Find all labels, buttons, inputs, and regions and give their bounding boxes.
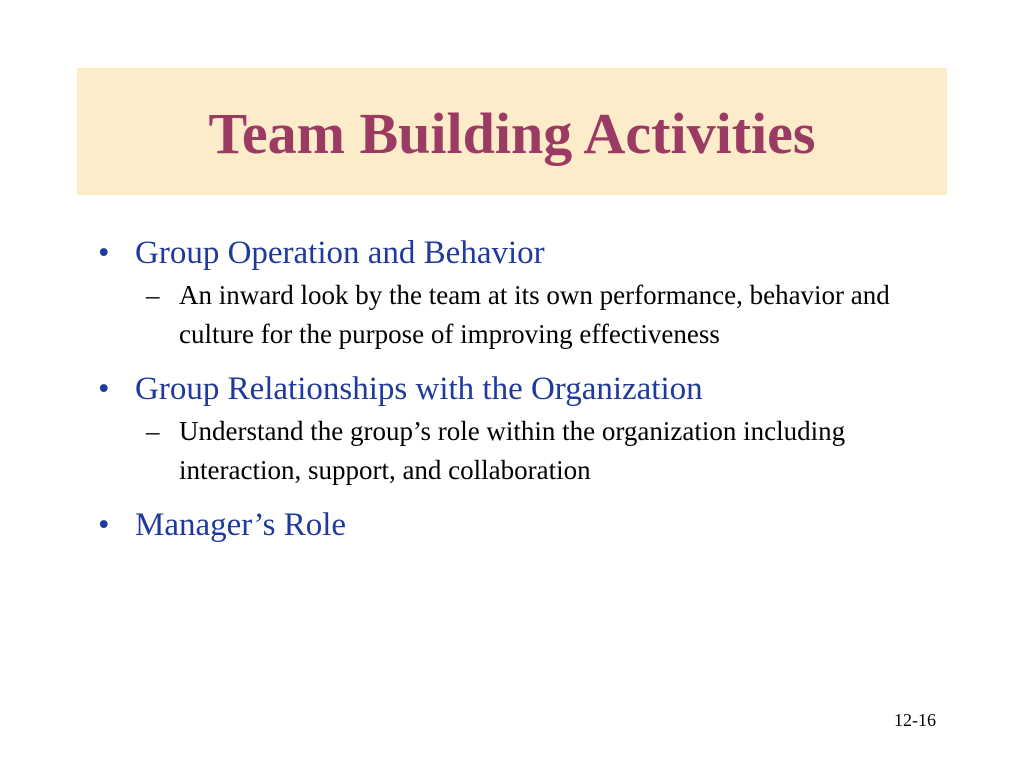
bullet-text: Group Relationships with the Organization xyxy=(135,371,703,407)
bullet-item xyxy=(98,368,918,410)
bullet-text: Group Operation and Behavior xyxy=(135,235,545,271)
sub-bullet-item xyxy=(146,412,918,490)
slide-title: Team Building Activities xyxy=(208,100,816,166)
slide-content xyxy=(98,232,918,546)
sub-bullet-marker: – xyxy=(146,416,160,446)
bullet-marker: • xyxy=(98,371,110,407)
bullet-marker: • xyxy=(98,507,110,543)
bullet-marker: • xyxy=(98,235,110,271)
sub-bullet-text: An inward look by the team at its own performance, behavior and culture for the purpose of improving effectiveness xyxy=(179,280,890,349)
sub-bullet-marker: – xyxy=(146,280,160,310)
page-number: 12-16 xyxy=(894,710,936,730)
sub-bullet-item xyxy=(146,276,918,354)
sub-bullet-text: Understand the group’s role within the organization including interaction, support, and collaboration xyxy=(179,416,846,485)
title-band xyxy=(77,68,947,195)
bullet-text: Manager’s Role xyxy=(135,507,347,543)
bullet-item xyxy=(98,232,918,274)
bullet-item xyxy=(98,504,918,546)
